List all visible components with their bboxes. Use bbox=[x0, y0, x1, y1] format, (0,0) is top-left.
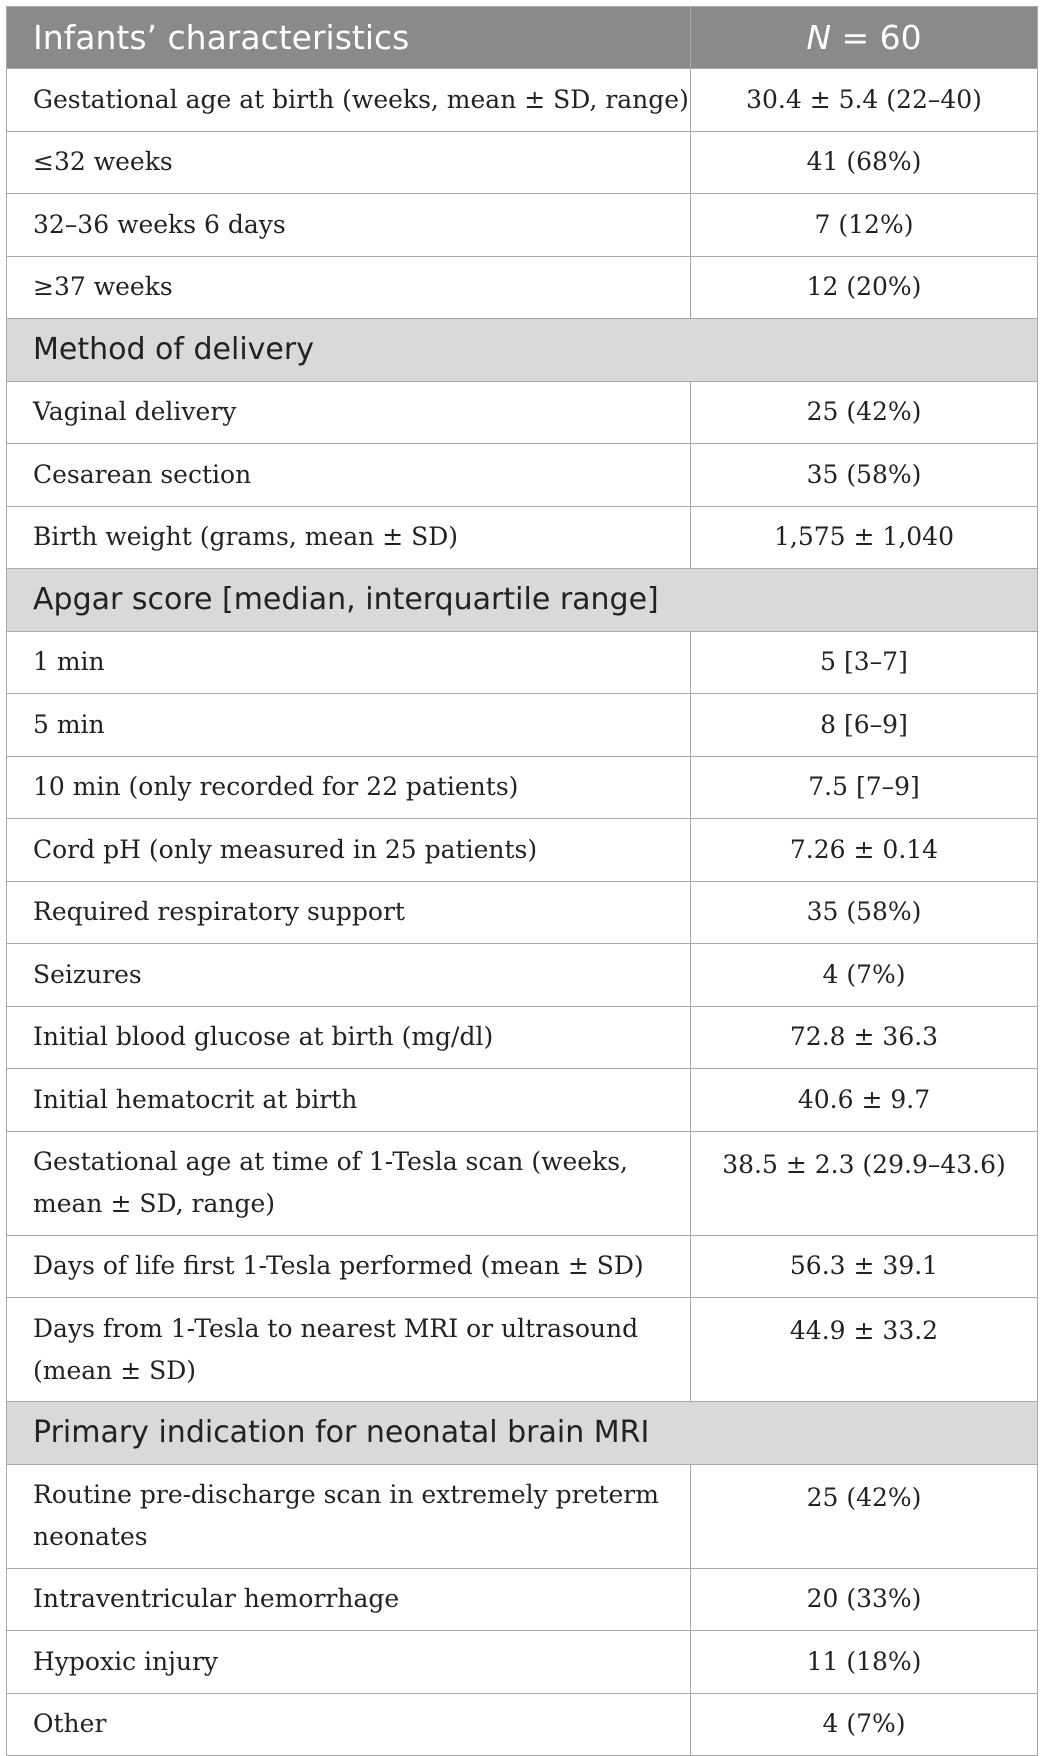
table-row bbox=[7, 1235, 1038, 1298]
table-row bbox=[7, 381, 1038, 444]
table-row bbox=[7, 1631, 1038, 1694]
row-label: Gestational age at birth (weeks, mean ± SD, range) bbox=[7, 69, 691, 132]
section-title: Method of delivery bbox=[7, 319, 1038, 382]
table-row bbox=[7, 881, 1038, 944]
table-row bbox=[7, 1131, 1038, 1235]
row-label: Cord pH (only measured in 25 patients) bbox=[7, 819, 691, 882]
section-header-row bbox=[7, 319, 1038, 382]
row-value: 1,575 ± 1,040 bbox=[691, 506, 1038, 569]
row-value: 11 (18%) bbox=[691, 1631, 1038, 1694]
row-label: Seizures bbox=[7, 944, 691, 1007]
table-row bbox=[7, 756, 1038, 819]
table-row bbox=[7, 944, 1038, 1007]
row-label: Hypoxic injury bbox=[7, 1631, 691, 1694]
row-value: 20 (33%) bbox=[691, 1568, 1038, 1631]
row-value: 30.4 ± 5.4 (22–40) bbox=[691, 69, 1038, 132]
table-row bbox=[7, 631, 1038, 694]
table-row bbox=[7, 1568, 1038, 1631]
table-row bbox=[7, 819, 1038, 882]
header-n-value: = 60 bbox=[831, 18, 922, 57]
header-sample-size bbox=[691, 7, 1038, 69]
header-characteristics: Infants’ characteristics bbox=[7, 7, 691, 69]
section-header-row bbox=[7, 1402, 1038, 1465]
row-value: 5 [3–7] bbox=[691, 631, 1038, 694]
row-label: Other bbox=[7, 1693, 691, 1756]
row-label: 1 min bbox=[7, 631, 691, 694]
row-value: 7 (12%) bbox=[691, 194, 1038, 257]
table-row bbox=[7, 1693, 1038, 1756]
table-row bbox=[7, 1069, 1038, 1132]
table-header-row bbox=[7, 7, 1038, 69]
row-label: Required respiratory support bbox=[7, 881, 691, 944]
row-label: Gestational age at time of 1-Tesla scan (weeks, mean ± SD, range) bbox=[7, 1131, 691, 1235]
row-label: Routine pre-discharge scan in extremely preterm neonates bbox=[7, 1464, 691, 1568]
table-row bbox=[7, 1298, 1038, 1402]
header-n-symbol: N bbox=[806, 18, 832, 57]
row-value: 40.6 ± 9.7 bbox=[691, 1069, 1038, 1132]
table-body bbox=[7, 69, 1038, 1756]
table-row bbox=[7, 256, 1038, 319]
row-value: 4 (7%) bbox=[691, 944, 1038, 1007]
row-label: ≤32 weeks bbox=[7, 131, 691, 194]
infant-characteristics-table bbox=[6, 6, 1038, 1756]
row-value: 25 (42%) bbox=[691, 381, 1038, 444]
row-label: Days from 1-Tesla to nearest MRI or ultrasound (mean ± SD) bbox=[7, 1298, 691, 1402]
row-label: Initial hematocrit at birth bbox=[7, 1069, 691, 1132]
table-row bbox=[7, 1464, 1038, 1568]
row-label: Cesarean section bbox=[7, 444, 691, 507]
table-row bbox=[7, 1006, 1038, 1069]
row-label: Birth weight (grams, mean ± SD) bbox=[7, 506, 691, 569]
row-label: Vaginal delivery bbox=[7, 381, 691, 444]
table-row bbox=[7, 131, 1038, 194]
row-value: 38.5 ± 2.3 (29.9–43.6) bbox=[691, 1131, 1038, 1235]
characteristics-table-container bbox=[6, 6, 1037, 1756]
row-value: 41 (68%) bbox=[691, 131, 1038, 194]
section-header-row bbox=[7, 569, 1038, 632]
row-value: 7.26 ± 0.14 bbox=[691, 819, 1038, 882]
row-value: 72.8 ± 36.3 bbox=[691, 1006, 1038, 1069]
row-value: 8 [6–9] bbox=[691, 694, 1038, 757]
row-value: 35 (58%) bbox=[691, 444, 1038, 507]
table-row bbox=[7, 444, 1038, 507]
row-value: 12 (20%) bbox=[691, 256, 1038, 319]
row-label: Initial blood glucose at birth (mg/dl) bbox=[7, 1006, 691, 1069]
row-value: 56.3 ± 39.1 bbox=[691, 1235, 1038, 1298]
row-value: 44.9 ± 33.2 bbox=[691, 1298, 1038, 1402]
table-row bbox=[7, 506, 1038, 569]
row-value: 25 (42%) bbox=[691, 1464, 1038, 1568]
table-row bbox=[7, 694, 1038, 757]
table-row bbox=[7, 194, 1038, 257]
row-label: 10 min (only recorded for 22 patients) bbox=[7, 756, 691, 819]
row-value: 35 (58%) bbox=[691, 881, 1038, 944]
section-title: Primary indication for neonatal brain MRI bbox=[7, 1402, 1038, 1465]
row-label: Intraventricular hemorrhage bbox=[7, 1568, 691, 1631]
row-label: Days of life first 1-Tesla performed (mean ± SD) bbox=[7, 1235, 691, 1298]
row-value: 7.5 [7–9] bbox=[691, 756, 1038, 819]
row-value: 4 (7%) bbox=[691, 1693, 1038, 1756]
row-label: ≥37 weeks bbox=[7, 256, 691, 319]
row-label: 32–36 weeks 6 days bbox=[7, 194, 691, 257]
table-row bbox=[7, 69, 1038, 132]
row-label: 5 min bbox=[7, 694, 691, 757]
section-title: Apgar score [median, interquartile range] bbox=[7, 569, 1038, 632]
